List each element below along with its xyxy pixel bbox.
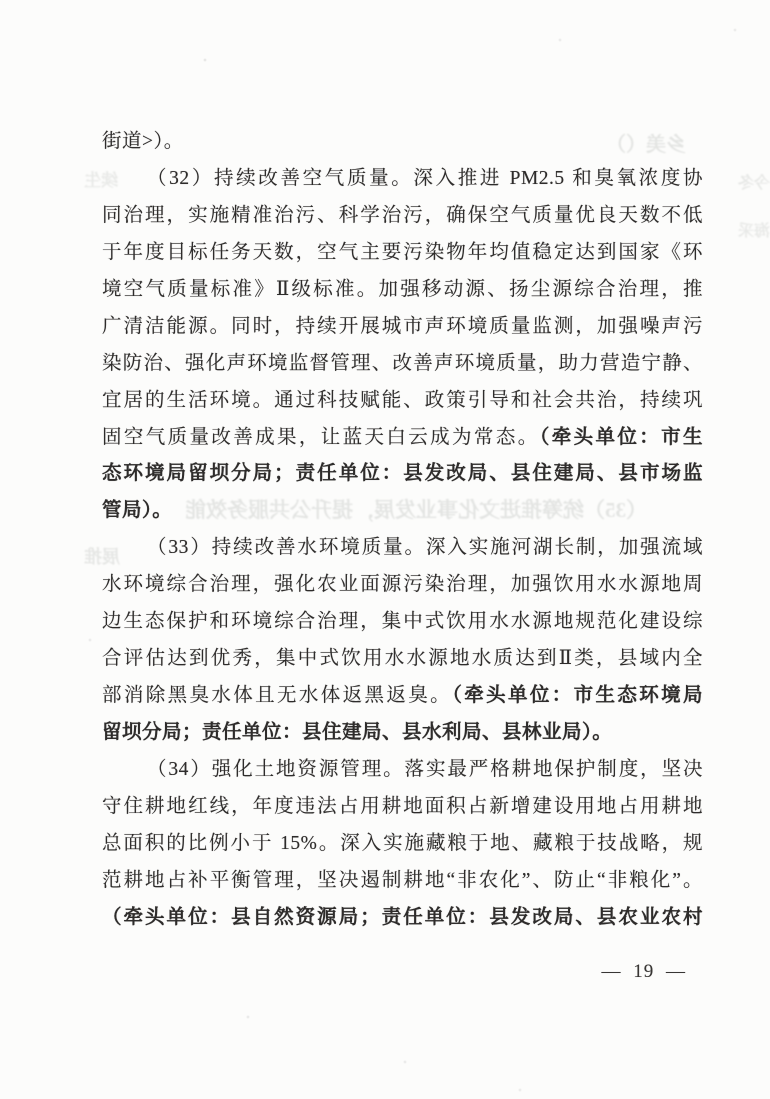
text-line	[102, 420, 703, 457]
text-segment: 合评估达到优秀，集中式饮用水水源地水质达到Ⅱ类，县域内全	[102, 648, 703, 670]
text-line	[102, 456, 703, 493]
text-segment: 守住耕地红线，年度违法占用耕地面积占新增建设用地占用耕地	[102, 795, 703, 817]
text-segment: 染防治、强化声环境监督管理、改善声环境质量，助力营造宁静、	[102, 352, 703, 374]
bleedthrough-text: 展推	[84, 547, 120, 567]
bleedthrough-text: （35）统筹推进文化事业发展，提升公共服务效能	[185, 498, 647, 522]
text-line	[102, 161, 703, 198]
text-line	[102, 789, 703, 826]
bleedthrough-text: 海采	[738, 223, 770, 240]
text-line	[102, 530, 703, 567]
text-line	[102, 272, 703, 309]
text-line	[102, 752, 703, 789]
text-segment-bold: 管局）。	[102, 500, 173, 522]
text-line	[102, 493, 703, 530]
bleedthrough-text: 乡美（）	[606, 134, 686, 156]
bleedthrough-text: 今冬	[738, 175, 770, 192]
text-segment-bold: （牵头单位：市生态环境局	[452, 685, 703, 707]
text-segment: 范耕地占补平衡管理，坚决遏制耕地“非农化”、防止“非粮化”。	[102, 869, 703, 891]
text-segment: 水环境综合治理，强化农业面源污染治理，加强饮用水水源地周	[102, 574, 703, 596]
text-segment: （32）持续改善空气质量。深入推进 PM2.5 和臭氧浓度协	[147, 167, 703, 189]
text-line	[102, 900, 703, 937]
text-segment: 宜居的生活环境。通过科技赋能、政策引导和社会共治，持续巩	[102, 389, 703, 411]
text-line	[102, 309, 703, 346]
document-body	[102, 124, 703, 937]
text-segment: （34）强化土地资源管理。落实最严格耕地保护制度，坚决	[147, 758, 703, 780]
text-segment: 广清洁能源。同时，持续开展城市声环境质量监测，加强噪声污	[102, 315, 703, 337]
text-segment-bold: 态环境局留坝分局；责任单位：县发改局、县住建局、县市场监	[102, 463, 703, 485]
bleedthrough-text: 续生	[84, 171, 118, 190]
text-segment: 部消除黑臭水体且无水体返黑返臭。	[102, 685, 453, 707]
page-number: — 19 —	[601, 961, 686, 982]
text-line	[102, 567, 703, 604]
text-line	[102, 198, 703, 235]
text-segment: 固空气质量改善成果，让蓝天白云成为常态。	[102, 426, 540, 448]
text-line	[102, 826, 703, 863]
text-segment: 边生态保护和环境综合治理，集中式饮用水水源地规范化建设综	[102, 611, 703, 633]
text-segment: 同治理，实施精准治污、科学治污，确保空气质量优良天数不低	[102, 204, 703, 226]
text-line	[102, 346, 703, 383]
text-line	[102, 383, 703, 420]
text-line	[102, 715, 703, 752]
text-segment: 境空气质量标准》Ⅱ级标准。加强移动源、扬尘源综合治理，推	[102, 278, 703, 300]
text-segment: 于年度目标任务天数，空气主要污染物年均值稳定达到国家《环	[102, 241, 703, 263]
text-segment: 街道>）。	[102, 131, 184, 152]
text-line	[102, 863, 703, 900]
text-line	[102, 678, 703, 715]
text-segment: 总面积的比例小于 15%。深入实施藏粮于地、藏粮于技战略，规	[102, 832, 703, 854]
text-segment-bold: （牵头单位：县自然资源局；责任单位：县发改局、县农业农村	[102, 906, 703, 928]
text-line	[102, 604, 703, 641]
text-segment: （33）持续改善水环境质量。深入实施河湖长制，加强流域	[147, 537, 703, 559]
text-segment-bold: （牵头单位：市生	[539, 426, 703, 448]
text-line	[102, 124, 703, 161]
text-line	[102, 235, 703, 272]
text-line	[102, 641, 703, 678]
text-segment-bold: 留坝分局；责任单位：县住建局、县水利局、县林业局）。	[102, 722, 613, 743]
